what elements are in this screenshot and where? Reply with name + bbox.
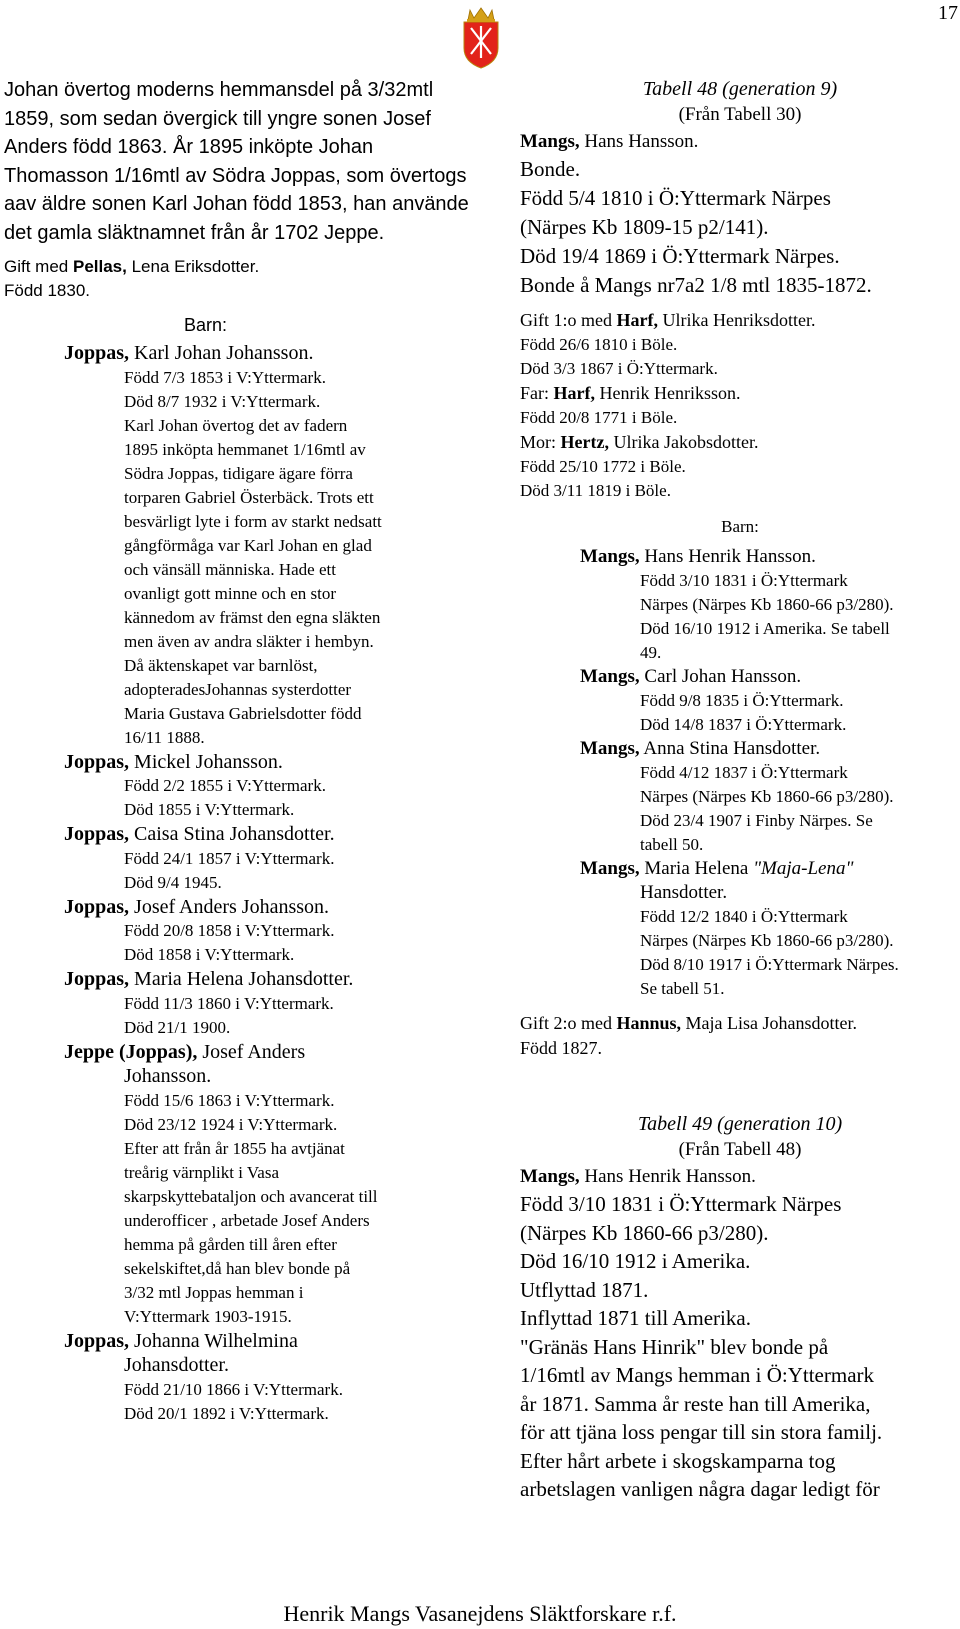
child-surname: Joppas, <box>64 968 130 990</box>
child-line: Död 8/7 1932 i V:Yttermark. <box>124 391 321 411</box>
father-label: Far: <box>520 383 549 403</box>
table-49-line: Utflyttad 1871. <box>520 1277 649 1302</box>
child-line: och vänsäll människa. Hade ett <box>124 559 336 579</box>
child-line: 16/11 1888. <box>124 727 205 747</box>
second-spouse-label: Gift 2:o med <box>520 1013 612 1033</box>
child-line: Då äktenskapet var barnlöst, <box>124 655 318 675</box>
first-spouse-label: Gift 1:o med <box>520 310 612 330</box>
child-line: Född 3/10 1831 i Ö:Yttermark <box>640 571 848 590</box>
first-spouse-line: Död 3/3 1867 i Ö:Yttermark. <box>520 359 718 378</box>
child-entry <box>64 895 474 968</box>
child-line: Närpes (Närpes Kb 1860-66 p3/280). <box>640 931 894 950</box>
children-heading: Barn: <box>184 315 228 335</box>
child-line: Död 23/4 1907 i Finby Närpes. Se <box>640 811 873 830</box>
main-person-details <box>520 155 960 300</box>
mother-label: Mor: <box>520 432 556 452</box>
child-line: Född 21/10 1866 i V:Yttermark. <box>124 1379 343 1399</box>
child-surname: Jeppe (Joppas), <box>64 1040 198 1063</box>
child-surname: Mangs, <box>580 738 640 759</box>
table-48-title: Tabell 48 (generation 9) <box>642 78 838 100</box>
table-49-subtitle: (Från Tabell 48) <box>678 1139 802 1160</box>
child-given: Hans Henrik Hansson. <box>644 546 816 567</box>
main-person-line: Bonde å Mangs nr7a2 1/8 mtl 1835-1872. <box>520 273 872 297</box>
first-spouse-line: Född 26/6 1810 i Böle. <box>520 335 678 354</box>
child-given: Maria Helena Johansdotter. <box>134 968 354 990</box>
child-given: Josef Anders Johansson. <box>134 895 330 918</box>
child-line: V:Yttermark 1903-1915. <box>124 1306 292 1326</box>
table-49-line: Efter hårt arbete i skogskamparna tog <box>520 1448 836 1473</box>
intro-paragraph: Johan övertog moderns hemmansdel på 3/32mtl 1859, som sedan övergick till yngre sonen Josef Anders född 1863. År 1895 inköpte Johan Thomasson 1/16mtl av Södra Joppas, som övertogs aav äldre sonen Karl Johan född 1853, han använde det gamla släktnamnet från år 1702 Jeppe. <box>4 79 469 244</box>
main-person-line: (Närpes Kb 1809-15 p2/141). <box>520 215 769 239</box>
child-entry <box>64 341 474 750</box>
child-line: Närpes (Närpes Kb 1860-66 p3/280). <box>640 787 894 806</box>
right-column <box>520 76 960 1504</box>
first-spouse-entry <box>520 308 960 333</box>
child-entry <box>580 857 960 1001</box>
table-49-line: (Närpes Kb 1860-66 p3/280). <box>520 1220 769 1245</box>
child-line: underofficer , arbetade Josef Anders <box>124 1210 370 1230</box>
spouse-surname: Pellas, <box>72 257 127 276</box>
main-person-name <box>520 128 960 155</box>
child-entry <box>580 665 960 737</box>
child-line: Född 12/2 1840 i Ö:Yttermark <box>640 907 848 926</box>
child-surname: Mangs, <box>580 858 640 879</box>
mother-surname: Hertz, <box>560 432 609 452</box>
child-given: Johanna Wilhelmina <box>134 1329 298 1352</box>
mother-line: Död 3/11 1819 i Böle. <box>520 481 671 500</box>
page-footer: Henrik Mangs Vasanejdens Släktforskare r.f. <box>283 1601 677 1626</box>
child-given: Mickel Johansson. <box>134 750 283 773</box>
main-person-line: Född 5/4 1810 i Ö:Yttermark Närpes <box>520 186 831 210</box>
second-spouse-entry <box>520 1011 960 1061</box>
second-spouse-born: Född 1827. <box>520 1038 603 1058</box>
child-line: Karl Johan övertog det av fadern <box>124 415 348 435</box>
father-entry <box>520 381 960 406</box>
page-number: 17 <box>938 2 958 24</box>
table-49-person-name <box>520 1163 960 1190</box>
table-49-line: Inflyttad 1871 till Amerika. <box>520 1306 751 1330</box>
child-line: Död 23/12 1924 i V:Yttermark. <box>124 1114 338 1134</box>
child-given: Carl Johan Hansson. <box>644 666 802 687</box>
child-line: kännedom av främst den egna släkten <box>124 607 381 627</box>
child-line: Död 16/10 1912 i Amerika. Se tabell <box>640 619 890 638</box>
child-line: Född 11/3 1860 i V:Yttermark. <box>124 993 334 1013</box>
table-49-line: år 1871. Samma år reste han till Amerika, <box>520 1391 871 1416</box>
coat-of-arms-logo <box>456 4 506 70</box>
table-49-line: för att tjäna loss pengar till sin stora familj. <box>520 1420 883 1444</box>
mother-line: Född 25/10 1772 i Böle. <box>520 457 686 476</box>
child-line: ovanligt gott minne och en stor <box>124 583 336 603</box>
child-entry <box>64 750 474 823</box>
father-line: Född 20/8 1771 i Böle. <box>520 408 678 427</box>
second-spouse-surname: Hannus, <box>616 1013 682 1033</box>
main-person-surname: Mangs, <box>520 131 580 152</box>
first-spouse-surname: Harf, <box>616 310 658 330</box>
child-given: Karl Johan Johansson. <box>134 342 314 364</box>
table-49-given: Hans Henrik Hansson. <box>584 1166 756 1187</box>
child-given-cont: Johansson. <box>124 1065 212 1087</box>
child-given: Caisa Stina Johansdotter. <box>134 823 335 845</box>
child-given-cont: Hansdotter. <box>640 882 728 903</box>
spouse-label: Gift med <box>4 257 69 276</box>
child-line: torparen Gabriel Österbäck. Trots ett <box>124 487 374 507</box>
child-line: Död 1858 i V:Yttermark. <box>124 945 295 964</box>
child-line: skarpskyttebataljon och avancerat till <box>124 1186 378 1206</box>
table-49-details <box>520 1190 960 1504</box>
child-line: adopteradesJohannas systerdotter <box>124 679 352 699</box>
child-entry <box>580 737 960 857</box>
child-line: 3/32 mtl Joppas hemman i <box>124 1282 304 1302</box>
child-surname: Joppas, <box>64 895 130 918</box>
main-person-given: Hans Hansson. <box>584 131 699 152</box>
main-person-line: Död 19/4 1869 i Ö:Yttermark Närpes. <box>520 244 840 268</box>
child-line: gångförmåga var Karl Johan en glad <box>124 535 372 555</box>
father-surname: Harf, <box>553 383 595 403</box>
first-spouse-given: Ulrika Henriksdotter. <box>662 310 816 330</box>
spouse-born: Född 1830. <box>4 281 91 300</box>
child-line: hemma på gården till åren efter <box>124 1234 337 1254</box>
child-entry <box>64 967 474 1040</box>
spouse-entry <box>4 255 474 303</box>
child-line: Död 8/10 1917 i Ö:Yttermark Närpes. <box>640 955 899 974</box>
child-line: Efter att från år 1855 ha avtjänat <box>124 1138 345 1158</box>
child-line: Södra Joppas, tidigare ägare förra <box>124 463 353 483</box>
father-given: Henrik Henriksson. <box>599 383 741 403</box>
child-line: Död 21/1 1900. <box>124 1017 231 1037</box>
child-line: Död 9/4 1945. <box>124 872 222 892</box>
child-line: Maria Gustava Gabrielsdotter född <box>124 703 362 723</box>
mother-given: Ulrika Jakobsdotter. <box>613 432 759 452</box>
child-line: Född 7/3 1853 i V:Yttermark. <box>124 367 326 387</box>
child-entry <box>64 1040 474 1329</box>
child-surname: Joppas, <box>64 750 130 773</box>
child-entry <box>580 545 960 665</box>
children-heading: Barn: <box>721 517 759 536</box>
table-49-line: "Gränäs Hans Hinrik" blev bonde på <box>520 1334 829 1359</box>
child-given: Anna Stina Hansdotter. <box>643 738 821 759</box>
table-49-line: arbetslagen vanligen några dagar ledigt för <box>520 1477 880 1501</box>
main-person-line: Bonde. <box>520 157 581 181</box>
table-48-subtitle: (Från Tabell 30) <box>678 104 802 125</box>
table-49-line: Född 3/10 1831 i Ö:Yttermark Närpes <box>520 1192 842 1216</box>
child-line: 1895 inköpta hemmanet 1/16mtl av <box>124 439 366 459</box>
child-line: Född 9/8 1835 i Ö:Yttermark. <box>640 691 844 710</box>
child-surname: Joppas, <box>64 823 130 845</box>
child-line: Död 20/1 1892 i V:Yttermark. <box>124 1403 329 1423</box>
child-line: Född 2/2 1855 i V:Yttermark. <box>124 776 326 795</box>
child-surname: Mangs, <box>580 546 640 567</box>
child-line: Född 24/1 1857 i V:Yttermark. <box>124 848 335 868</box>
table-49-line: Död 16/10 1912 i Amerika. <box>520 1249 751 1273</box>
mother-entry <box>520 430 960 455</box>
child-line: Född 4/12 1837 i Ö:Yttermark <box>640 763 848 782</box>
child-line: Närpes (Närpes Kb 1860-66 p3/280). <box>640 595 894 614</box>
table-49-surname: Mangs, <box>520 1166 580 1187</box>
child-line: treårig värnplikt i Vasa <box>124 1162 280 1182</box>
child-surname: Mangs, <box>580 666 640 687</box>
child-line: men även av andra släkter i hembyn. <box>124 631 374 651</box>
child-surname: Joppas, <box>64 1329 130 1352</box>
child-line: Född 15/6 1863 i V:Yttermark. <box>124 1090 335 1110</box>
child-line: Död 14/8 1837 i Ö:Yttermark. <box>640 715 847 734</box>
child-line: Död 1855 i V:Yttermark. <box>124 800 295 819</box>
child-nickname: "Maja-Lena" <box>753 858 854 879</box>
left-column <box>4 76 474 1426</box>
child-line: Se tabell 51. <box>640 979 725 998</box>
child-line: tabell 50. <box>640 835 704 854</box>
child-surname: Joppas, <box>64 342 130 364</box>
child-line: Född 20/8 1858 i V:Yttermark. <box>124 921 335 940</box>
child-given: Maria Helena <box>644 858 749 879</box>
child-given: Josef Anders <box>202 1040 306 1063</box>
child-entry <box>64 1329 474 1426</box>
child-given-cont: Johansdotter. <box>124 1354 229 1376</box>
spouse-given: Lena Eriksdotter. <box>131 257 260 276</box>
table-49-title: Tabell 49 (generation 10) <box>637 1113 843 1135</box>
table-49-line: 1/16mtl av Mangs hemman i Ö:Yttermark <box>520 1363 875 1387</box>
child-line: sekelskiftet,då han blev bonde på <box>124 1258 351 1278</box>
second-spouse-given: Maja Lisa Johansdotter. <box>685 1013 858 1033</box>
child-line: 49. <box>640 643 662 662</box>
child-entry <box>64 822 474 895</box>
child-line: besvärligt lyte i form av starkt nedsatt <box>124 511 382 531</box>
